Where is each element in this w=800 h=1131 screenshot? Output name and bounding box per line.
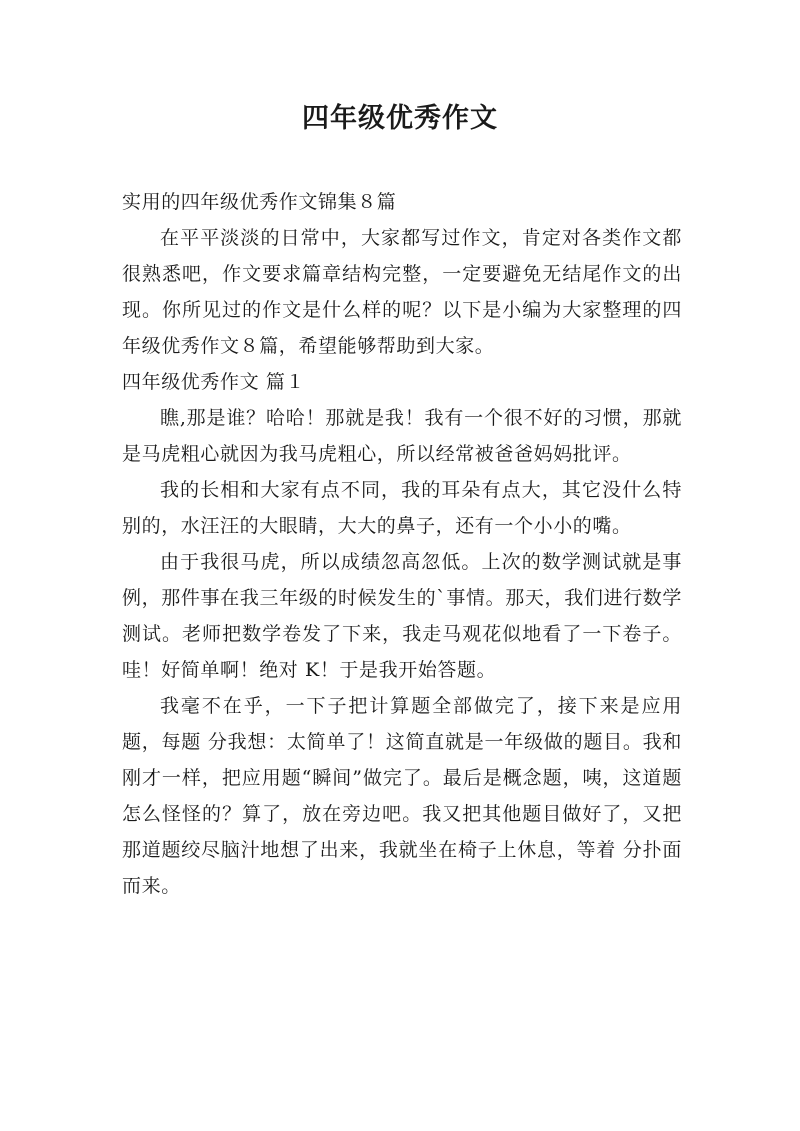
essay-paragraph: 由于我很马虎，所以成绩忽高忽低。上次的数学测试就是事例，那件事在我三年级的时候发生的`事情。那天，我们进行数学测试。老师把数学卷发了下来，我走马观花似地看了一下卷子。哇！好简单啊！绝对 K！于是我开始答题。 <box>122 551 682 681</box>
essay-paragraph: 我的长相和大家有点不同，我的耳朵有点大，其它没什么特别的，水汪汪的大眼睛，大大的鼻子，还有一个小小的嘴。 <box>122 479 682 537</box>
essay-paragraph: 我毫不在乎，一下子把计算题全部做完了，接下来是应用题，每题 分我想：太简单了！这简直就是一年级做的题目。我和刚才一样，把应用题“瞬间”做完了。最后是概念题，咦，这道题怎么怪怪的？算了，放在旁边吧。我又把其他题目做好了，又把那道题绞尽脑汁地想了出来，我就坐在椅子上休息，等着 分扑面而来。 <box>122 695 682 897</box>
essay-heading: 四年级优秀作文 篇１ <box>122 371 306 393</box>
collection-subtitle: 实用的四年级优秀作文锦集８篇 <box>122 191 397 213</box>
intro-paragraph: 在平平淡淡的日常中，大家都写过作文，肯定对各类作文都很熟悉吧，作文要求篇章结构完整，一定要避免无结尾作文的出现。你所见过的作文是什么样的呢？以下是小编为大家整理的四年级优秀作文８篇，希望能够帮助到大家。 <box>122 227 682 357</box>
document-title: 四年级优秀作文 <box>302 103 498 134</box>
essay-paragraph: 瞧,那是谁？哈哈！那就是我！我有一个很不好的习惯，那就是马虎粗心就因为我马虎粗心，所以经常被爸爸妈妈批评。 <box>122 407 682 465</box>
document-body <box>122 184 682 904</box>
